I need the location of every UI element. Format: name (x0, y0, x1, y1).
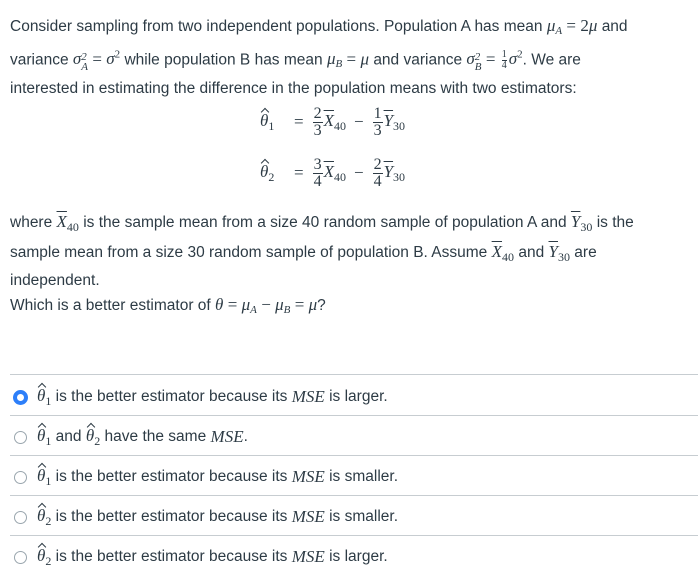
radio-button[interactable] (14, 551, 27, 564)
intro-text-1: Consider sampling from two independent populations. Population A has mean (10, 18, 543, 35)
where-paragraph (10, 210, 685, 293)
where-text-2: is the sample mean from a size 40 random sample of population A and (83, 214, 567, 231)
answer-option-2[interactable] (10, 423, 690, 451)
theta-hat-1: $\theta_1$ (37, 425, 52, 448)
question-mark: ? (317, 297, 326, 314)
where-text-5: and (518, 243, 545, 261)
intro-text-2: and (601, 18, 628, 35)
fraction: $\frac{2}{4}$ (373, 155, 382, 190)
estimator-1-equation (260, 102, 405, 142)
option-text: is the better estimator because its (55, 548, 288, 565)
fraction: $\frac{2}{3}$ (313, 104, 322, 139)
y-bar-30: $\overline{Y}_{30}$ (570, 212, 593, 234)
intro-text-3: variance (10, 51, 69, 69)
minus: − (353, 163, 364, 182)
equals: = (92, 49, 102, 69)
minus: − (261, 295, 271, 314)
answer-option-5[interactable] (10, 543, 690, 571)
radio-button[interactable] (14, 511, 27, 524)
where-text-3: is the (596, 214, 634, 231)
estimator-2-equation (260, 153, 405, 193)
sigma-b-squared: σ 2 B (466, 49, 482, 74)
theta: θ (215, 295, 224, 314)
equals: = (294, 295, 305, 314)
option-tail: is smaller. (329, 468, 399, 485)
mse: MSE (291, 507, 325, 526)
answer-option-3[interactable] (10, 463, 690, 491)
mu-b: $\mu_B$ (275, 295, 291, 316)
mse: MSE (291, 387, 325, 406)
divider (10, 374, 698, 375)
mu-b: $\mu_B$ (326, 49, 343, 71)
option-tail: . (243, 428, 248, 445)
question-label: Which is a better estimator of (10, 297, 211, 314)
option-text: is the better estimator because its (55, 388, 288, 405)
radio-button[interactable] (14, 431, 27, 444)
option-text: is the better estimator because its (55, 508, 288, 525)
theta-hat-2: $\theta_2$ (260, 161, 275, 184)
y-bar-30: $\overline{Y}_{30}$ (383, 110, 406, 133)
quarter-fraction: $\frac{1}{4}$ (501, 48, 507, 71)
intro-text-7: interested in estimating the difference in the population means with two estimators: (10, 79, 577, 97)
where-text-4: sample mean from a size 30 random sample of population B. Assume (10, 243, 488, 261)
divider (10, 415, 698, 416)
question-text (10, 293, 685, 323)
divider (10, 455, 698, 456)
theta-hat-2: $\theta_2$ (85, 425, 101, 448)
divider (10, 495, 698, 496)
fraction: $\frac{3}{4}$ (313, 155, 322, 190)
sigma-a-squared: σ 2 A (72, 49, 89, 74)
equals: = (227, 295, 238, 314)
divider (10, 535, 698, 536)
mu-a: $\mu_A$ (241, 295, 257, 316)
option-text: have the same (104, 428, 207, 445)
intro-text-5: and variance (373, 51, 463, 69)
option-text: is the better estimator because its (55, 468, 288, 485)
equals: = (294, 163, 304, 182)
mse: MSE (210, 427, 244, 446)
where-text-1: where (10, 214, 53, 231)
minus: − (353, 112, 364, 131)
mu: μ (308, 295, 318, 314)
equals: = (346, 49, 357, 69)
equals: = (566, 16, 577, 35)
option-tail: is larger. (329, 388, 388, 405)
y-bar-30: $\overline{Y}_{30}$ (383, 161, 406, 184)
intro-text-6: . We are (522, 51, 581, 69)
mse: MSE (291, 467, 325, 486)
x-bar-40: $\overline{X}_{40}$ (56, 212, 79, 234)
where-text-7: independent. (10, 272, 100, 289)
theta-hat-1: $\theta_1$ (260, 110, 275, 133)
option-and: and (55, 428, 82, 445)
radio-button[interactable] (14, 471, 27, 484)
two-mu: 2μ (580, 16, 598, 35)
theta-hat-1: $\theta_1$ (37, 385, 52, 408)
theta-hat-1: $\theta_1$ (37, 465, 52, 488)
theta-hat-2: $\theta_2$ (37, 505, 52, 528)
sigma-squared: $\sigma^2$ (508, 48, 523, 69)
equals: = (294, 112, 304, 131)
x-bar-40: $\overline{X}_{40}$ (323, 161, 346, 184)
where-text-6: are (574, 243, 597, 261)
mu-a: $\mu_A$ (546, 16, 563, 37)
y-bar-30: $\overline{Y}_{30}$ (548, 241, 570, 264)
answer-option-1[interactable] (10, 383, 690, 411)
intro-text-4: while population B has mean (124, 51, 323, 69)
equals: = (485, 49, 496, 69)
problem-intro (10, 14, 685, 100)
option-tail: is larger. (329, 548, 388, 565)
answer-option-4[interactable] (10, 503, 690, 531)
x-bar-40: $\overline{X}_{40}$ (491, 241, 515, 264)
option-tail: is smaller. (329, 508, 399, 525)
x-bar-40: $\overline{X}_{40}$ (323, 110, 346, 133)
radio-button-selected[interactable] (13, 390, 28, 405)
fraction: $\frac{1}{3}$ (373, 104, 382, 139)
mu: μ (360, 49, 369, 69)
theta-hat-2: $\theta_2$ (37, 545, 52, 568)
mse: MSE (291, 547, 325, 566)
sigma-squared: $\sigma^2$ (106, 48, 121, 69)
